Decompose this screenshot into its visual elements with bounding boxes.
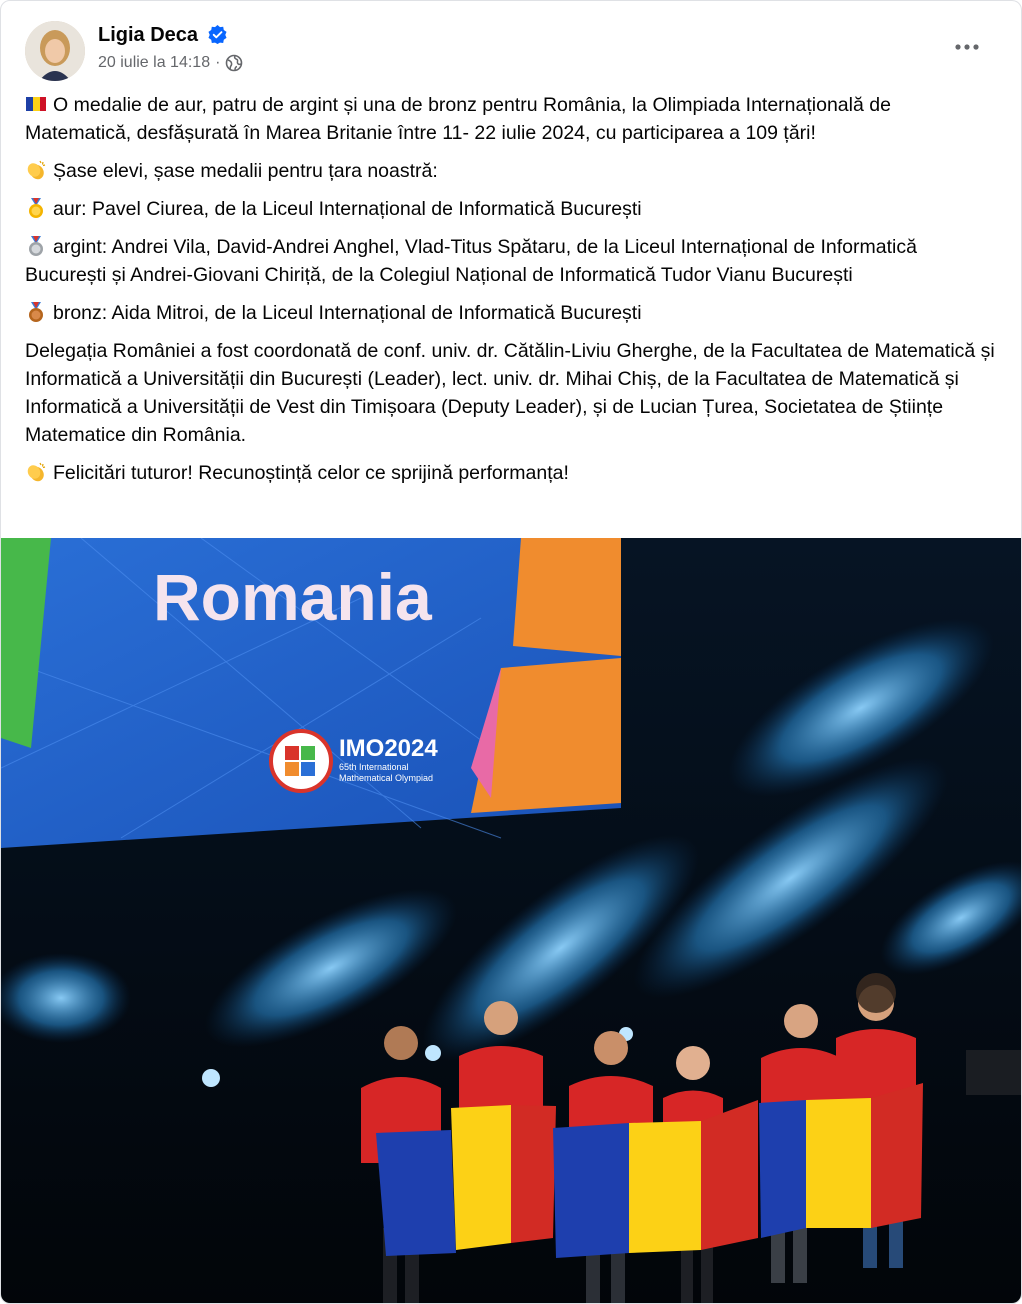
post-meta: [98, 54, 243, 72]
imo-logo-subtitle: Mathematical Olympiad: [339, 773, 434, 783]
gold-medal-icon: [25, 197, 47, 219]
romania-flag-icon: [25, 93, 47, 115]
screen-title: Romania: [153, 560, 432, 634]
paragraph-delegation: [25, 337, 997, 449]
intro-text: O medalie de aur, patru de argint și una de bronz pentru România, la Olimpiada Internațională de Matematică, desfășurată în Marea Britanie între 11- 22 iulie 2024, cu participarea a 109 țări!: [25, 94, 891, 144]
screen-shape-orange: [513, 538, 621, 656]
imo-logo-text: IMO2024: [339, 735, 438, 762]
paragraph-gold: [25, 195, 997, 223]
verified-badge-icon: [208, 25, 227, 44]
stage-speaker: [966, 1050, 1021, 1095]
delegation-text: Delegația României a fost coordonată de conf. univ. dr. Cătălin-Liviu Gherghe, de la Facultatea de Matematică și Informatică a Universității din București (Leader), lect. univ. dr. Mihai Chiș, de la Facultatea de Matematică și Informatică a Universității de Vest din Timișoara (Deputy Leader), și de Lucian Țurea, Societatea de Științe Matematice din România.: [25, 340, 995, 446]
paragraph-silver: [25, 233, 997, 289]
paragraph-students: [25, 157, 997, 185]
romania-flag: [759, 1083, 923, 1238]
post-header: [25, 19, 997, 83]
globe-icon[interactable]: [225, 54, 243, 72]
author-avatar[interactable]: [25, 21, 85, 81]
silver-medal-icon: [25, 235, 47, 257]
more-options-icon: [955, 44, 979, 50]
gold-text: aur: Pavel Ciurea, de la Liceul Internațional de Informatică București: [53, 198, 642, 220]
post-text: [25, 91, 997, 497]
post-photo[interactable]: [1, 538, 1021, 1304]
thanks-text: Felicitări tuturor! Recunoștință celor ce sprijină performanța!: [53, 462, 569, 484]
clapping-hands-icon: [25, 461, 47, 483]
stage-light: [425, 1045, 441, 1061]
bronze-medal-icon: [25, 301, 47, 323]
paragraph-bronze: [25, 299, 997, 327]
silver-text: argint: Andrei Vila, David-Andrei Anghel, Vlad-Titus Spătaru, de la Liceul Internațional de Informatică București și Andrei-Giovani Chiriță, de la Colegiul Național de Informatică Tudor Vianu București: [25, 236, 917, 286]
paragraph-intro: [25, 91, 997, 147]
stage-light: [202, 1069, 220, 1087]
clapping-hands-icon: [25, 159, 47, 181]
more-options-button[interactable]: [949, 33, 985, 61]
imo-logo-subtitle: 65th International: [339, 762, 409, 772]
bronze-text: bronz: Aida Mitroi, de la Liceul Internațional de Informatică București: [53, 302, 642, 324]
author-name[interactable]: Ligia Deca: [98, 24, 199, 46]
imo-logo-icon: [271, 731, 331, 791]
post-date[interactable]: 20 iulie la 14:18: [98, 54, 211, 71]
meta-separator: ·: [215, 54, 221, 71]
students-text: Șase elevi, șase medalii pentru țara noastră:: [53, 160, 438, 182]
paragraph-thanks: [25, 459, 997, 487]
